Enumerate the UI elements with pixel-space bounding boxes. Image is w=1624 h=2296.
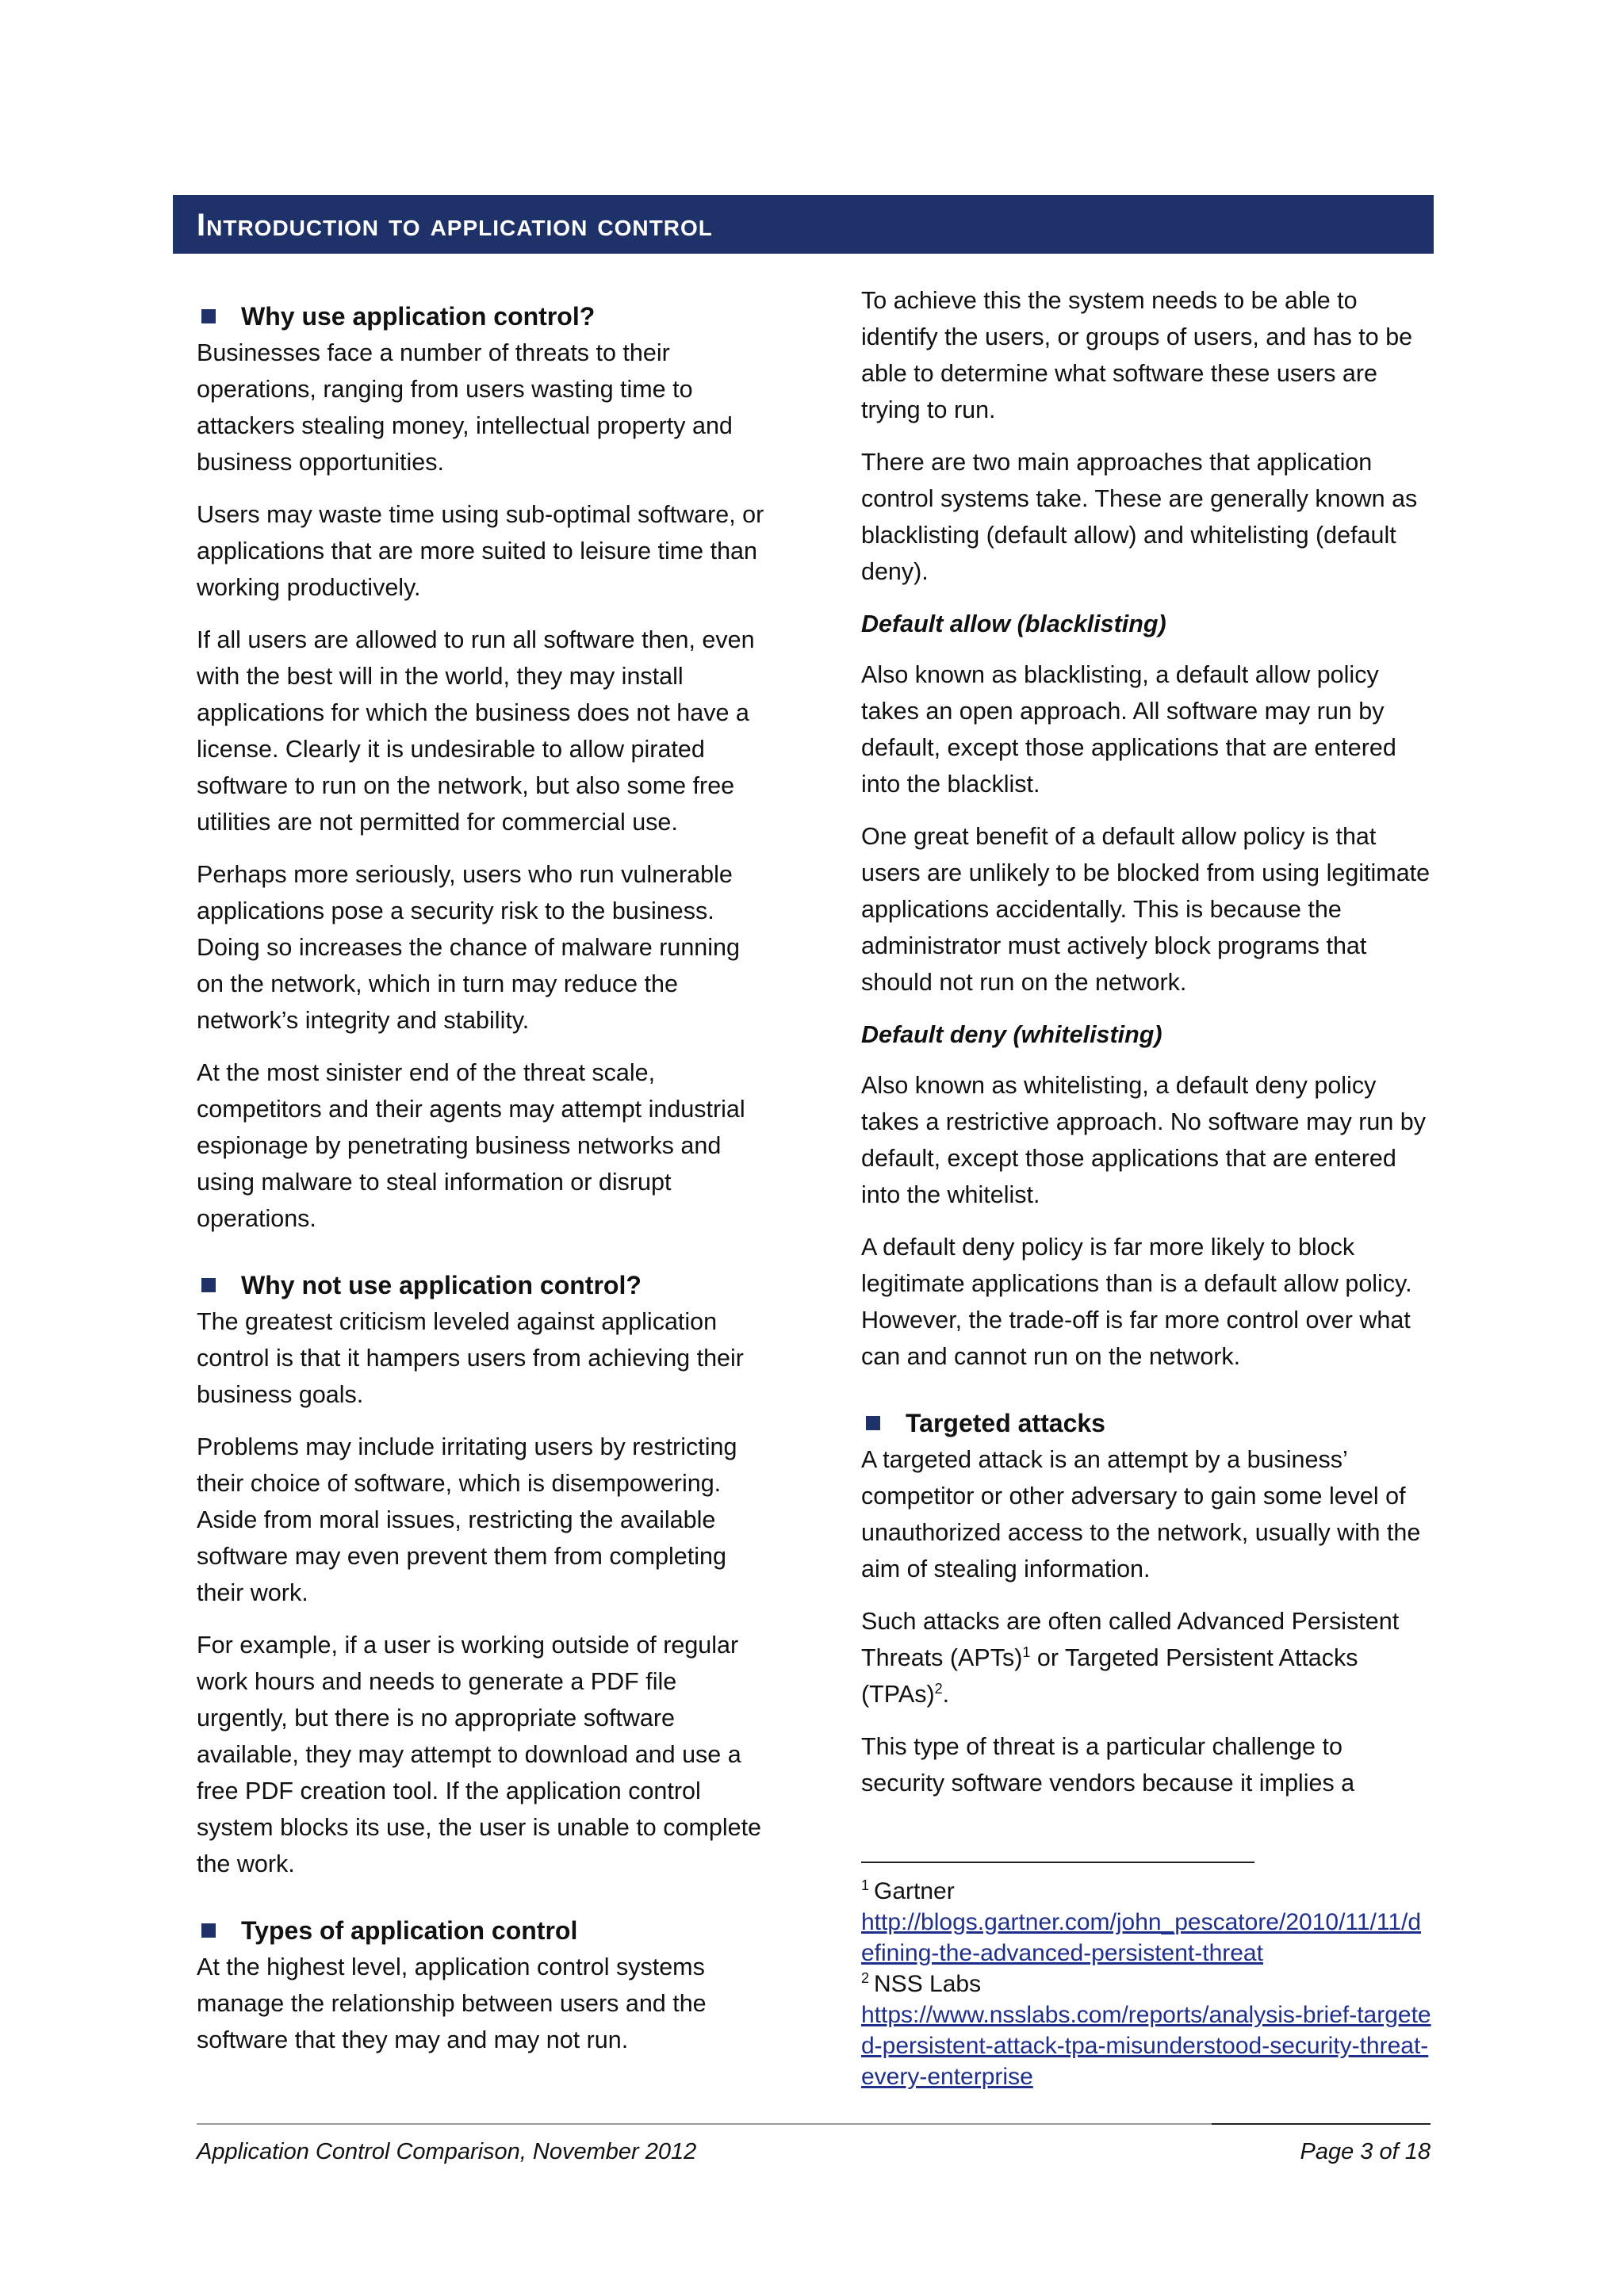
paragraph: A default deny policy is far more likely to block legitimate applications than is a default allow policy. However, the trade-off is far more control over what can and cannot run on the network. <box>861 1234 1412 1370</box>
square-bullet-icon <box>201 309 216 323</box>
paragraph: At the most sinister end of the threat scale, competitors and their agents may attempt industrial espionage by penetrating business networks and using malware to steal information or disrupt operations. <box>197 1059 745 1232</box>
footnote-ref-2[interactable]: 2 <box>934 1680 943 1697</box>
paragraph: At the highest level, application control systems manage the relationship between users and the software that they may and may not run. <box>197 1954 707 2053</box>
square-bullet-icon <box>201 1923 216 1938</box>
heading-types <box>197 1912 768 1949</box>
footnote-link[interactable]: https://www.nsslabs.com/reports/analysis-brief-targeted-persistent-attack-tpa-misunderstood-security-threat-every-enterprise <box>861 2002 1431 2090</box>
footnote-1-link-line <box>861 1907 1432 1969</box>
paragraph: Perhaps more seriously, users who run vulnerable applications pose a security risk to the business. Doing so increases the chance of malware running on the network, which in turn may reduce the network’s integrity and stability. <box>197 861 740 1034</box>
footnote-2 <box>861 1969 1432 1999</box>
paragraph: The greatest criticism leveled against application control is that it hampers users from achieving their business goals. <box>197 1308 744 1408</box>
text: Such attacks are often called Advanced Persistent Threats (APTs) <box>861 1608 1400 1671</box>
paragraph: Also known as blacklisting, a default allow policy takes an open approach. All software may run by default, except those applications that are entered into the blacklist. <box>861 661 1396 798</box>
section-banner <box>173 195 1434 254</box>
paragraph: A targeted attack is an attempt by a business’ competitor or other adversary to gain some level of unauthorized access to the network, usually with the aim of stealing information. <box>861 1446 1421 1582</box>
paragraph: Businesses face a number of threats to their operations, ranging from users wasting time to attackers stealing money, intellectual property and business opportunities. <box>197 339 733 476</box>
paragraph: This type of threat is a particular challenge to security software vendors because it implies a <box>861 1733 1355 1797</box>
text: or Targeted Persistent Attacks (TPAs) <box>861 1644 1358 1708</box>
footnote-source: Gartner <box>874 1878 955 1904</box>
footer-divider <box>197 2123 1235 2125</box>
paragraph: Users may waste time using sub-optimal software, or applications that are more suited to leisure time than working productively. <box>197 501 764 601</box>
paragraph: One great benefit of a default allow policy is that users are unlikely to be blocked from using legitimate applications accidentally. This is because the administrator must actively block programs that should not run on the network. <box>861 823 1431 996</box>
right-column <box>861 282 1432 1817</box>
text: . <box>942 1681 950 1708</box>
heading-types-text: Types of application control <box>241 1916 578 1945</box>
footnote-source: NSS Labs <box>874 1971 982 1997</box>
footnote-2-link-line <box>861 1999 1432 2092</box>
footnote-number: 2 <box>861 1970 870 1986</box>
section-title: Introduction to application control <box>197 208 713 243</box>
footer-divider-accent <box>1212 2123 1431 2125</box>
paragraph-with-refs <box>861 1603 1432 1712</box>
footnote-link[interactable]: http://blogs.gartner.com/john_pescatore/2010/11/11/defining-the-advanced-persistent-threat <box>861 1909 1422 1966</box>
heading-why-use <box>197 298 768 335</box>
square-bullet-icon <box>201 1278 216 1292</box>
paragraph: Problems may include irritating users by restricting their choice of software, which is disempowering. Aside from moral issues, restricting the available software may even prevent them from completing their work. <box>197 1433 737 1606</box>
heading-why-use-text: Why use application control? <box>241 302 596 331</box>
heading-targeted-attacks <box>861 1405 1432 1441</box>
footer-page-number: Page 3 of 18 <box>1300 2139 1431 2164</box>
paragraph: There are two main approaches that application control systems take. These are generally known as blacklisting (default allow) and whitelisting (default deny). <box>861 449 1418 585</box>
footnote-divider <box>861 1862 1254 1863</box>
square-bullet-icon <box>866 1416 880 1430</box>
heading-targeted-text: Targeted attacks <box>906 1409 1105 1437</box>
paragraph: To achieve this the system needs to be able to identify the users, or groups of users, and has to be able to determine what software these users are trying to run. <box>861 287 1413 423</box>
left-column <box>197 298 768 2074</box>
footnote-ref-1[interactable]: 1 <box>1022 1644 1031 1660</box>
footer-document-title: Application Control Comparison, November 2012 <box>197 2139 697 2164</box>
heading-why-not <box>197 1267 768 1303</box>
subheading-default-deny: Default deny (whitelisting) <box>861 1021 1162 1048</box>
heading-why-not-text: Why not use application control? <box>241 1271 642 1299</box>
footnote-number: 1 <box>861 1877 870 1893</box>
paragraph: If all users are allowed to run all software then, even with the best will in the world, they may install applications for which the business does not have a license. Clearly it is undesirable to allow pirated software to run on the network, but also some free utilities are not permitted for commercial use. <box>197 626 755 836</box>
footnotes <box>861 1876 1432 2092</box>
paragraph: For example, if a user is working outside of regular work hours and needs to generate a PDF file urgently, but there is no appropriate software available, they may attempt to download and use a free PDF creation tool. If the application control system blocks its use, the user is unable to complete the work. <box>197 1632 761 1877</box>
paragraph: Also known as whitelisting, a default deny policy takes a restrictive approach. No software may run by default, except those applications that are entered into the whitelist. <box>861 1072 1426 1208</box>
subheading-default-allow: Default allow (blacklisting) <box>861 610 1166 637</box>
footnote-1 <box>861 1876 1432 1907</box>
